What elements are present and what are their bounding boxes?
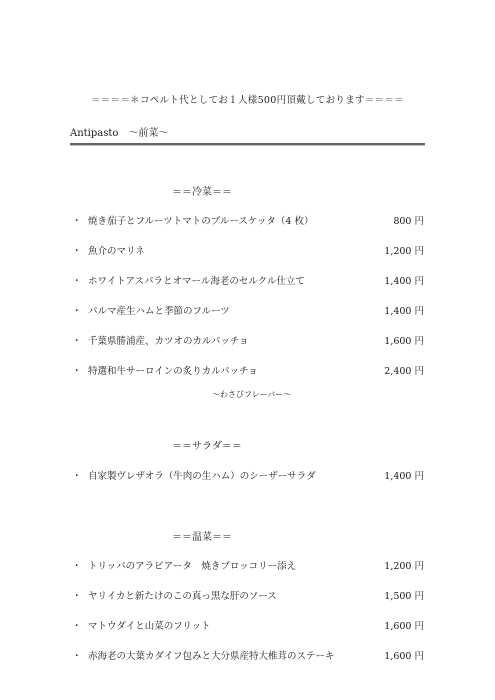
item-name: 魚介のマリネ [88, 246, 145, 257]
bullet: ・ [72, 366, 82, 377]
item-name: マトウダイと山菜のフリット [88, 621, 211, 632]
coperto-notice: ＝＝＝＝＊コペルト代としてお１人様500円頂戴しております＝＝＝＝ [90, 95, 405, 106]
menu-item [72, 273, 424, 287]
item-price: 1,400 円 [384, 306, 424, 317]
item-name: 赤海老の大葉カダイフ包みと大分県産特大椎茸のステーキ [88, 651, 335, 662]
item-name: ホワイトアスパラとオマール海老のセルクル仕立て [88, 276, 305, 287]
menu-item [72, 243, 424, 257]
bullet: ・ [72, 621, 82, 632]
bullet: ・ [72, 471, 82, 482]
item-price: 1,600 円 [384, 621, 424, 632]
item-price: 1,600 円 [384, 336, 424, 347]
item-note: ～わさびフレーバー～ [212, 390, 292, 399]
item-name: 千葉県勝浦産、カツオのカルパッチョ [88, 336, 249, 347]
menu-item [72, 333, 424, 347]
item-price: 1,400 円 [384, 471, 424, 482]
item-price: 1,600 円 [384, 651, 424, 662]
menu-item [72, 303, 424, 317]
item-name: 特選和牛サーロインの炙りカルパッチョ [88, 366, 258, 377]
item-name: 自家製ヴレザオラ（牛肉の生ハム）のシーザーサラダ [88, 471, 316, 482]
course-title: Antipasto ～前菜～ [70, 128, 169, 139]
menu-item [72, 558, 424, 572]
bullet: ・ [72, 216, 82, 227]
section-heading-cold: ＝＝冷菜＝＝ [172, 187, 232, 198]
menu-item [72, 648, 424, 662]
menu-item [72, 213, 424, 227]
item-name: 焼き茄子とフルーツトマトのブルースケッタ（4 枚） [88, 216, 314, 227]
menu-item [72, 588, 424, 602]
item-price: 1,400 円 [384, 276, 424, 287]
title-divider [70, 143, 425, 146]
bullet: ・ [72, 651, 82, 662]
bullet: ・ [72, 306, 82, 317]
section-heading-warm: ＝＝温菜＝＝ [172, 532, 232, 543]
menu-item [72, 363, 424, 377]
menu-item [72, 618, 424, 632]
bullet: ・ [72, 336, 82, 347]
item-name: トリッパのアラビアータ 焼きブロッコリー添え [88, 561, 297, 572]
bullet: ・ [72, 591, 82, 602]
item-price: 2,400 円 [384, 366, 424, 377]
bullet: ・ [72, 276, 82, 287]
item-price: 800 円 [393, 216, 424, 227]
menu-item [72, 468, 424, 482]
section-heading-salad: ＝＝サラダ＝＝ [172, 441, 242, 452]
item-price: 1,500 円 [384, 591, 424, 602]
item-name: ヤリイカと新たけのこの真っ黒な肝のソース [88, 591, 277, 602]
bullet: ・ [72, 561, 82, 572]
item-price: 1,200 円 [384, 561, 424, 572]
bullet: ・ [72, 246, 82, 257]
item-price: 1,200 円 [384, 246, 424, 257]
item-name: パルマ産生ハムと季節のフルーツ [88, 306, 230, 317]
